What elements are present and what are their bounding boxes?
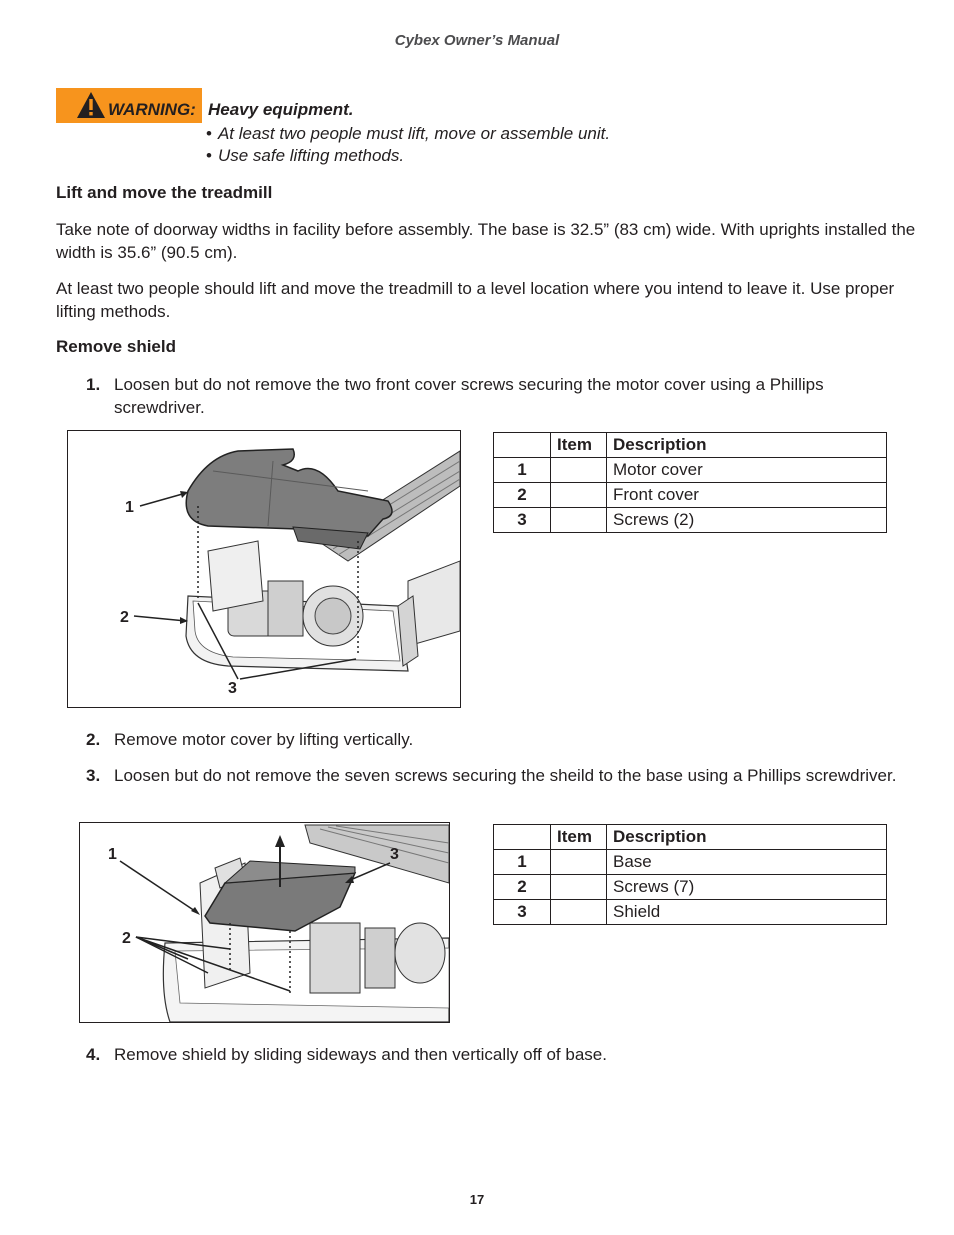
motor-cover-illustration (68, 431, 460, 707)
step-item: 2. Remove motor cover by lifting vertically. (86, 730, 414, 749)
section-heading-remove-shield: Remove shield (56, 337, 176, 356)
bullet-mark: • (206, 124, 212, 143)
callout-2: 2 (120, 609, 129, 626)
warning-label: WARNING: (108, 100, 196, 119)
callout-3: 3 (228, 680, 237, 697)
table-header-row: Item Description (494, 825, 887, 850)
item-table-figure-1 (493, 432, 887, 533)
callout-1: 1 (125, 499, 134, 516)
warning-triangle-icon (76, 91, 106, 119)
warning-title: Heavy equipment. (208, 100, 354, 119)
item-table-figure-2 (493, 824, 887, 925)
table-row: 3 Screws (2) (494, 508, 887, 533)
shield-illustration (80, 823, 449, 1022)
warning-bullet: • At least two people must lift, move or assemble unit. (206, 124, 611, 143)
warning-bullet: • Use safe lifting methods. (206, 146, 405, 165)
callout-3: 3 (390, 846, 399, 863)
table-row: 2 Screws (7) (494, 875, 887, 900)
figure-motor-cover (67, 430, 461, 708)
paragraph: Take note of doorway widths in facility before assembly. The base is 32.5” (83 cm) wide. With uprights installed the width is 35.6” (90.5 cm). (56, 220, 916, 262)
callout-1: 1 (108, 846, 117, 863)
paragraph: At least two people should lift and move the treadmill to a level location where you intend to leave it. Use proper lifting methods. (56, 279, 895, 321)
step-item: 1. Loosen but do not remove the two front cover screws securing the motor cover using a Phillips screwdriver. (86, 375, 824, 417)
table-row: 3 Shield (494, 900, 887, 925)
step-item: 4. Remove shield by sliding sideways and then vertically off of base. (86, 1045, 607, 1064)
callout-2: 2 (122, 930, 131, 947)
table-row: 1 Base (494, 850, 887, 875)
page-number: 17 (469, 1192, 485, 1207)
manual-title: Cybex Owner’s Manual (394, 32, 560, 49)
bullet-mark: • (206, 146, 212, 165)
figure-shield (79, 822, 450, 1023)
section-heading-lift: Lift and move the treadmill (56, 183, 273, 202)
step-item: 3. Loosen but do not remove the seven screws securing the sheild to the base using a Phillips screwdriver. (86, 766, 897, 785)
table-header-row: Item Description (494, 433, 887, 458)
table-row: 2 Front cover (494, 483, 887, 508)
table-row: 1 Motor cover (494, 458, 887, 483)
